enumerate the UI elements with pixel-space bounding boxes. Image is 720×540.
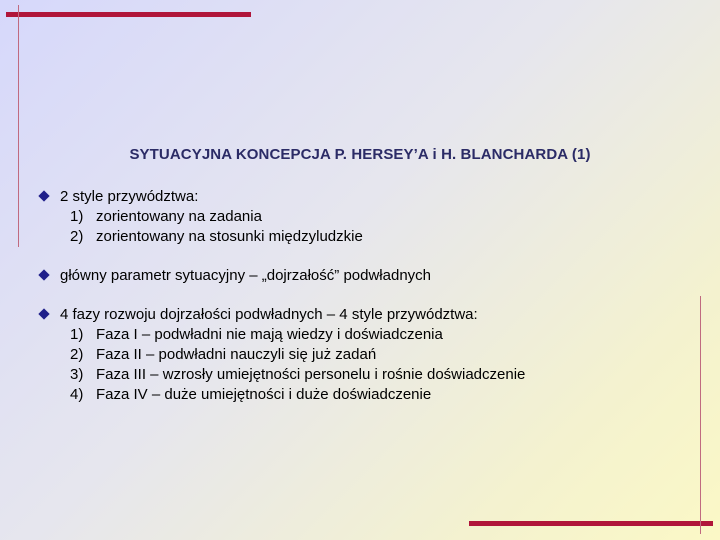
sub-item xyxy=(60,207,700,227)
slide-title: SYTUACYJNA KONCEPCJA P. HERSEY’A i H. BLANCHARDA (1) xyxy=(129,146,591,163)
sub-item-text: zorientowany na zadania xyxy=(96,208,262,225)
bullet-text: główny parametr sytuacyjny – „dojrzałość” podwładnych xyxy=(60,267,432,284)
sub-item-text: Faza III – wzrosły umiejętności personelu i rośnie doświadczenie xyxy=(96,366,526,383)
bullet-item xyxy=(40,305,700,405)
diamond-bullet-icon xyxy=(38,269,49,280)
sub-item xyxy=(60,325,700,345)
sub-item xyxy=(60,227,700,247)
bullet-item xyxy=(40,266,700,286)
sub-item-number: 1) xyxy=(70,326,84,343)
slide-content xyxy=(40,187,700,405)
sub-item-text: zorientowany na stosunki międzyludzkie xyxy=(96,228,363,245)
sub-item-number: 2) xyxy=(70,346,84,363)
bullet-text: 2 style przywództwa: xyxy=(60,188,199,205)
bullet-item xyxy=(40,187,700,247)
right-accent-line xyxy=(700,296,701,534)
top-accent-bar xyxy=(6,12,251,17)
diamond-bullet-icon xyxy=(38,190,49,201)
sub-item-number: 2) xyxy=(70,228,84,245)
sub-item xyxy=(60,385,700,405)
sub-item xyxy=(60,345,700,365)
sub-item-text: Faza II – podwładni nauczyli się już zadań xyxy=(96,346,377,363)
left-accent-line xyxy=(18,5,19,247)
sub-item xyxy=(60,365,700,385)
sub-item-text: Faza IV – duże umiejętności i duże doświadczenie xyxy=(96,386,432,403)
bullet-text: 4 fazy rozwoju dojrzałości podwładnych – 4 style przywództwa: xyxy=(60,306,478,323)
bottom-accent-bar xyxy=(469,521,713,526)
sub-item-number: 4) xyxy=(70,386,84,403)
diamond-bullet-icon xyxy=(38,308,49,319)
sub-item-number: 3) xyxy=(70,366,84,383)
sub-item-number: 1) xyxy=(70,208,84,225)
sub-item-text: Faza I – podwładni nie mają wiedzy i doświadczenia xyxy=(96,326,443,343)
